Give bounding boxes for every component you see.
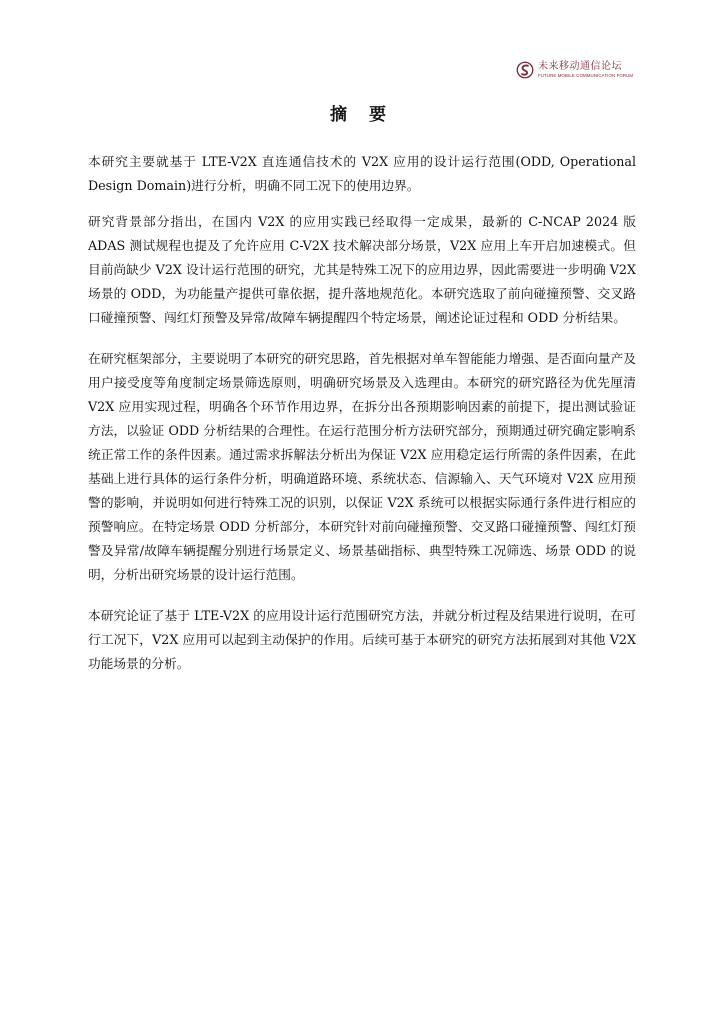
forum-logo-text xyxy=(538,62,633,78)
abstract-title: 摘 要 xyxy=(330,105,394,125)
abstract-body xyxy=(88,150,636,694)
abstract-paragraph-1: 本研究主要就基于 LTE-V2X 直连通信技术的 V2X 应用的设计运行范围(ODD, Operational Design Domain)进行分析，明确不同工况下的使用边界。 xyxy=(88,154,636,193)
abstract-paragraph-3: 在研究框架部分，主要说明了本研究的研究思路，首先根据对单车智能能力增强、是否面向量产及用户接受度等角度制定场景筛选原则，明确研究场景及入选理由。本研究的研究路径为优先厘清 V2X 应用实现过程，明确各个环节作用边界，在拆分出各预期影响因素的前提下，提出测试验证方法，以验证 ODD 分析结果的合理性。在运行范围分析方法研究部分，预期通过研究确定影响系统正常工作的条件因素。通过需求拆解法分析出为保证 V2X 应用稳定运行所需的条件因素，在此基础上进行具体的运行条件分析，明确道路环境、系统状态、信源输入、天气环境对 V2X 应用预警的影响，并说明如何进行特殊工况的识别，以保证 V2X 系统可以根据实际通行条件进行相应的预警响应。在特定场景 ODD 分析部分，本研究针对前向碰撞预警、交叉路口碰撞预警、闯红灯预警及异常/故障车辆提醒分别进行场景定义、场景基础指标、典型特殊工况筛选、场景 ODD 的说明，分析出研究场景的设计运行范围。 xyxy=(88,351,636,582)
forum-logo-icon xyxy=(516,61,534,79)
forum-logo xyxy=(516,58,640,82)
logo-name-en: FUTURE MOBILE COMMUNICATION FORUM xyxy=(538,72,634,78)
abstract-paragraph-2: 研究背景部分指出，在国内 V2X 的应用实践已经取得一定成果，最新的 C-NCAP 2024 版 ADAS 测试规程也提及了允许应用 C-V2X 技术解决部分场景，V2X 应用上车开启加速模式。但目前尚缺少 V2X 设计运行范围的研究，尤其是特殊工况下的应用边界，因此需要进一步明确 V2X 场景的 ODD，为功能量产提供可靠依据，提升落地规范化。本研究选取了前向碰撞预警、交叉路口碰撞预警、闯红灯预警及异常/故障车辆提醒四个特定场景，阐述论证过程和 ODD 分析结果。 xyxy=(88,214,636,325)
abstract-paragraph-4: 本研究论证了基于 LTE-V2X 的应用设计运行范围研究方法，并就分析过程及结果进行说明，在可行工况下，V2X 应用可以起到主动保护的作用。后续可基于本研究的研究方法拓展到对其他 V2X 功能场景的分析。 xyxy=(88,608,636,671)
logo-name-cn: 未来移动通信论坛 xyxy=(538,60,622,72)
